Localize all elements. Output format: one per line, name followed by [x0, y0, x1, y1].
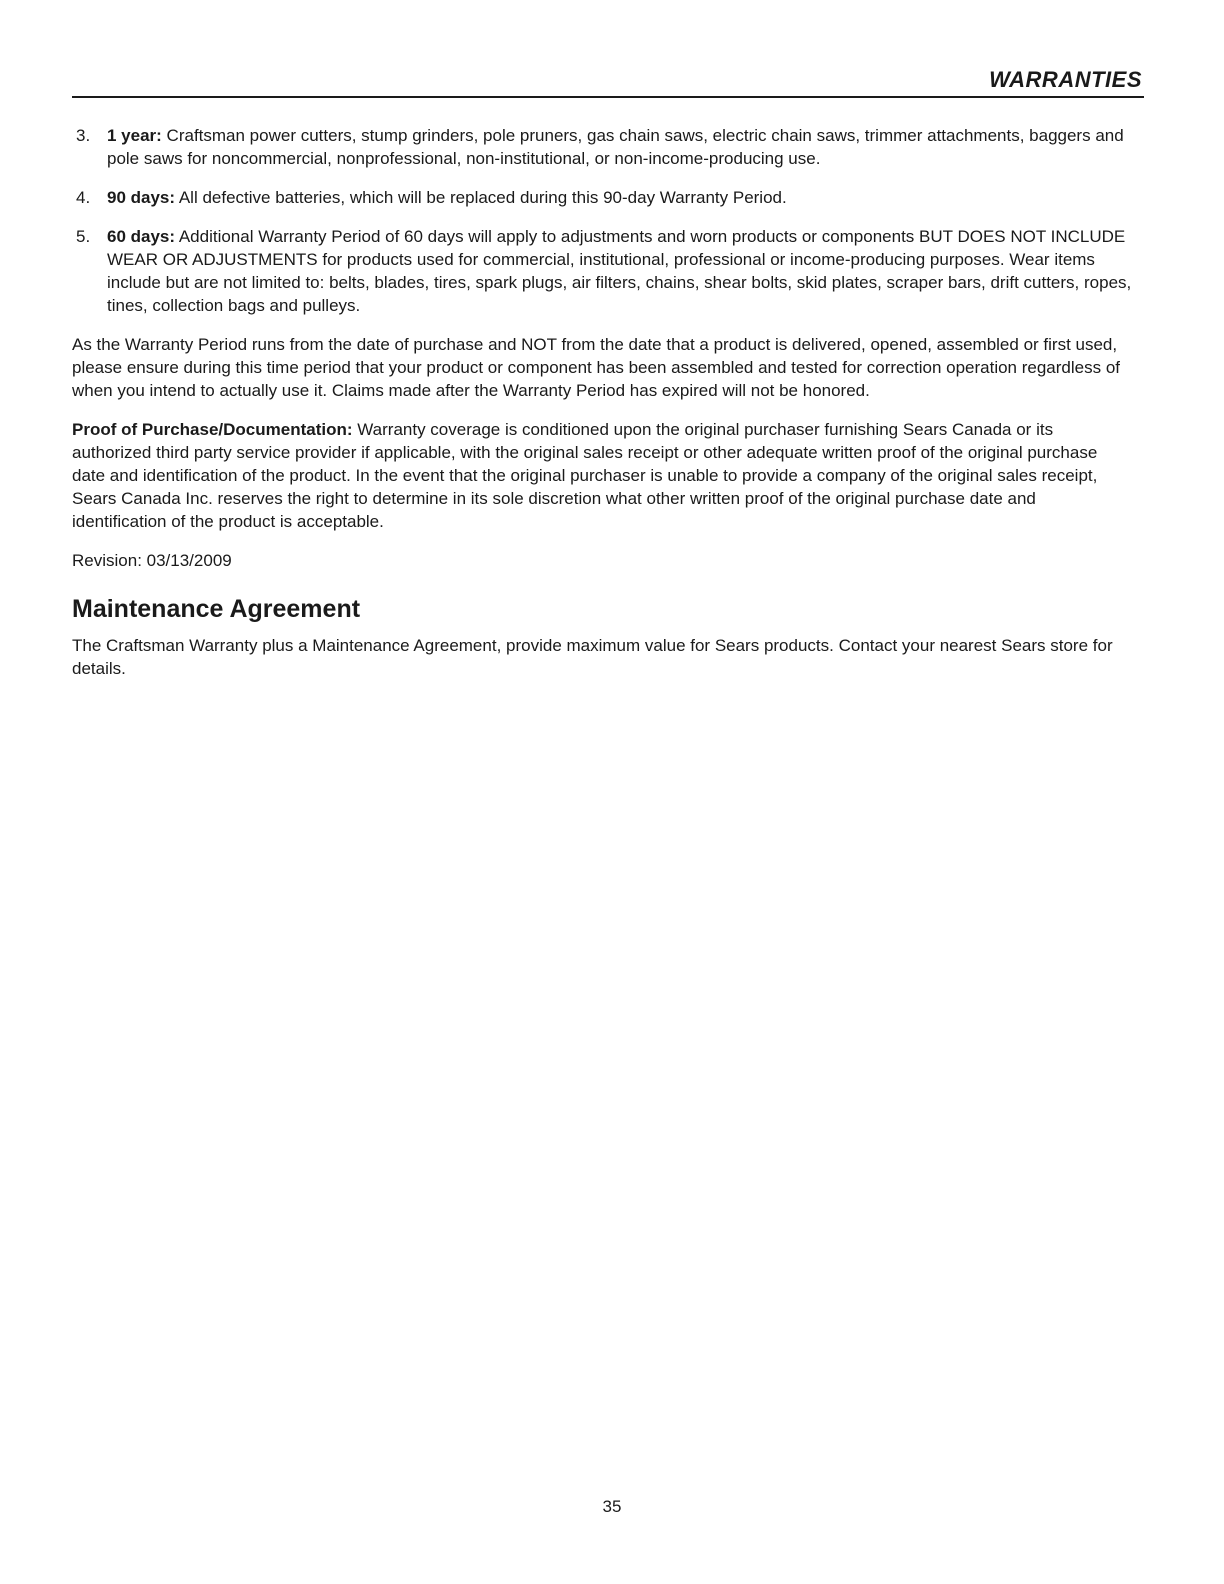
list-item-4: [72, 186, 1132, 209]
warranty-period-paragraph: As the Warranty Period runs from the date of purchase and NOT from the date that a product is delivered, opened, assembled or first used, please ensure during this time period that your product or component has been assembled and tested for correction operation regardless of when you intend to actually use it. Claims made after the Warranty Period has expired will not be honored.: [72, 335, 1121, 400]
maintenance-heading: Maintenance Agreement: [72, 595, 361, 623]
proof-of-purchase-lead: Proof of Purchase/Documentation:: [72, 420, 353, 439]
list-text: Craftsman power cutters, stump grinders, pole pruners, gas chain saws, electric chain saws, trimmer attachments, baggers and pole saws for noncommercial, nonprofessional, non-institutional, or non-income-producing use.: [107, 126, 1124, 168]
list-item-5: [72, 225, 1132, 317]
list-number: 5.: [76, 227, 91, 246]
header-rule: [72, 96, 1144, 98]
page-content: [72, 124, 1132, 696]
maintenance-paragraph: The Craftsman Warranty plus a Maintenance Agreement, provide maximum value for Sears products. Contact your nearest Sears store for details.: [72, 636, 1113, 678]
list-number: 4.: [76, 188, 91, 207]
list-lead: 1 year:: [107, 126, 162, 145]
list-text: All defective batteries, which will be replaced during this 90-day Warranty Period.: [175, 188, 787, 207]
revision-date: Revision: 03/13/2009: [72, 551, 232, 570]
list-item-3: [72, 124, 1132, 170]
list-text: Additional Warranty Period of 60 days will apply to adjustments and worn products or components BUT DOES NOT INCLUDE WEAR OR ADJUSTMENTS for products used for commercial, institutional, professional or income-producing purposes. Wear items include but are not limited to: belts, blades, tires, spark plugs, air filters, chains, shear bolts, skid plates, scraper bars, drift cutters, ropes, tines, collection bags and pulleys.: [107, 227, 1132, 315]
proof-of-purchase-paragraph: [72, 418, 1132, 533]
page-number: 35: [602, 1497, 622, 1516]
list-number: 3.: [76, 126, 91, 145]
list-lead: 60 days:: [107, 227, 176, 246]
list-lead: 90 days:: [107, 188, 176, 207]
proof-of-purchase-text: Warranty coverage is conditioned upon the original purchaser furnishing Sears Canada or its authorized third party service provider if applicable, with the original sales receipt or other adequate written proof of the original purchase date and identification of the product. In the event that the original purchaser is unable to provide a company of the original sales receipt, Sears Canada Inc. reserves the right to determine in its sole discretion what other written proof of the original purchase date and identification of the product is acceptable.: [72, 420, 1098, 531]
section-title: WARRANTIES: [989, 67, 1142, 92]
